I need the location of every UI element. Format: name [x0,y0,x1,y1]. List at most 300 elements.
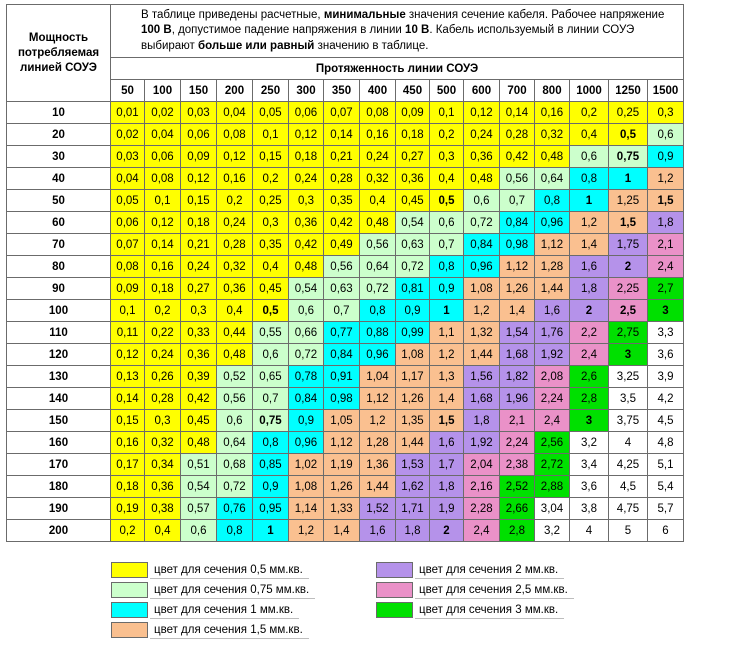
section-value-cell: 2 [609,256,648,278]
section-value-cell: 0,24 [464,124,500,146]
power-cell: 50 [7,190,111,212]
section-value-cell: 1,54 [500,322,535,344]
section-value-cell: 0,03 [181,102,217,124]
table-row [7,234,684,256]
section-value-cell: 1,12 [324,432,360,454]
section-value-cell: 3 [570,410,609,432]
section-value-cell: 0,7 [253,388,289,410]
section-value-cell: 0,05 [111,190,145,212]
section-value-cell: 1,71 [396,498,430,520]
length-header-cell: 500 [430,80,464,102]
section-value-cell: 0,91 [324,366,360,388]
legend-item-2 [376,562,596,578]
section-value-cell: 0,6 [648,124,684,146]
section-value-cell: 0,07 [324,102,360,124]
section-value-cell: 0,64 [360,256,396,278]
power-cell: 130 [7,366,111,388]
section-value-cell: 1,25 [609,190,648,212]
section-value-cell: 0,6 [217,410,253,432]
section-value-cell: 0,05 [253,102,289,124]
section-value-cell: 0,7 [430,234,464,256]
section-value-cell: 1,08 [396,344,430,366]
section-value-cell: 0,36 [464,146,500,168]
section-value-cell: 5,4 [648,476,684,498]
section-value-cell: 1,2 [570,212,609,234]
section-value-cell: 0,14 [145,234,181,256]
section-value-cell: 3,8 [570,498,609,520]
section-value-cell: 1,2 [464,300,500,322]
section-value-cell: 0,56 [324,256,360,278]
section-value-cell: 5,7 [648,498,684,520]
section-value-cell: 0,16 [535,102,570,124]
note-bold-3: 10 В [405,24,430,37]
legend-swatch-2 [376,562,413,578]
legend-item-2-5 [376,582,596,598]
section-value-cell: 0,18 [396,124,430,146]
section-value-cell: 0,5 [253,300,289,322]
section-value-cell: 1,92 [535,344,570,366]
section-value-cell: 0,72 [289,344,324,366]
section-value-cell: 0,16 [217,168,253,190]
section-value-cell: 1,2 [360,410,396,432]
section-value-cell: 2,72 [535,454,570,476]
section-value-cell: 0,16 [111,432,145,454]
section-value-cell: 1,7 [430,454,464,476]
section-value-cell: 4,25 [609,454,648,476]
section-value-cell: 1,08 [464,278,500,300]
power-cell: 190 [7,498,111,520]
section-value-cell: 0,72 [360,278,396,300]
section-value-cell: 2,1 [500,410,535,432]
section-value-cell: 0,75 [253,410,289,432]
section-value-cell: 1,6 [430,432,464,454]
section-value-cell: 2,08 [535,366,570,388]
legend-label-0-5: цвет для сечения 0,5 мм.кв. [150,562,309,579]
section-value-cell: 0,8 [360,300,396,322]
section-value-cell: 0,8 [253,432,289,454]
section-value-cell: 0,65 [253,366,289,388]
section-value-cell: 1,68 [500,344,535,366]
section-value-cell: 0,1 [111,300,145,322]
section-value-cell: 0,32 [145,432,181,454]
section-value-cell: 1,92 [464,432,500,454]
section-value-cell: 2,56 [535,432,570,454]
section-value-cell: 0,24 [289,168,324,190]
section-value-cell: 0,33 [181,322,217,344]
section-value-cell: 0,2 [145,300,181,322]
section-value-cell: 1,75 [609,234,648,256]
section-value-cell: 0,18 [181,212,217,234]
section-value-cell: 1 [609,168,648,190]
section-value-cell: 1,5 [430,410,464,432]
section-value-cell: 1,44 [396,432,430,454]
section-value-cell: 1,4 [500,300,535,322]
length-header-cell: 350 [324,80,360,102]
section-value-cell: 0,88 [360,322,396,344]
section-value-cell: 0,42 [500,146,535,168]
section-value-cell: 1,53 [396,454,430,476]
section-value-cell: 1,33 [324,498,360,520]
section-value-cell: 0,95 [253,498,289,520]
legend-item-1-5 [111,622,331,638]
section-value-cell: 0,96 [360,344,396,366]
section-value-cell: 0,6 [464,190,500,212]
section-value-cell: 0,84 [500,212,535,234]
section-value-cell: 1,05 [324,410,360,432]
section-value-cell: 3,04 [535,498,570,520]
section-value-cell: 1,82 [500,366,535,388]
section-value-cell: 0,19 [111,498,145,520]
section-value-cell: 0,3 [253,212,289,234]
section-value-cell: 0,04 [145,124,181,146]
power-cell: 30 [7,146,111,168]
section-value-cell: 2,25 [609,278,648,300]
section-value-cell: 0,18 [289,146,324,168]
section-value-cell: 3,3 [648,322,684,344]
section-value-cell: 0,72 [396,256,430,278]
section-value-cell: 4,5 [609,476,648,498]
section-value-cell: 1,04 [360,366,396,388]
section-value-cell: 0,57 [181,498,217,520]
section-value-cell: 0,8 [570,168,609,190]
section-value-cell: 1,9 [430,498,464,520]
section-value-cell: 0,15 [253,146,289,168]
section-value-cell: 0,06 [181,124,217,146]
section-value-cell: 0,21 [324,146,360,168]
section-value-cell: 0,9 [648,146,684,168]
note-bold-4: больше или равный [198,39,315,52]
section-value-cell: 1,56 [464,366,500,388]
legend-label-2: цвет для сечения 2 мм.кв. [415,562,564,579]
power-cell: 180 [7,476,111,498]
power-cell: 70 [7,234,111,256]
note-text-3: , допустимое падение напряжения в линии [171,24,406,37]
section-value-cell: 0,78 [289,366,324,388]
section-value-cell: 5 [609,520,648,542]
section-value-cell: 1 [430,300,464,322]
section-value-cell: 0,45 [181,410,217,432]
section-value-cell: 0,08 [111,256,145,278]
legend-swatch-3 [376,602,413,618]
section-value-cell: 0,8 [217,520,253,542]
legend-item-0-5 [111,562,331,578]
section-value-cell: 0,72 [217,476,253,498]
section-value-cell: 0,09 [181,146,217,168]
section-value-cell: 0,1 [253,124,289,146]
section-value-cell: 1,68 [464,388,500,410]
section-value-cell: 4,8 [648,432,684,454]
section-value-cell: 0,72 [464,212,500,234]
section-value-cell: 0,48 [535,146,570,168]
section-value-cell: 2,4 [570,344,609,366]
legend-label-0-75: цвет для сечения 0,75 мм.кв. [150,582,315,599]
section-value-cell: 0,27 [181,278,217,300]
legend-swatch-0-5 [111,562,148,578]
section-value-cell: 2,66 [500,498,535,520]
section-value-cell: 0,84 [464,234,500,256]
length-header-cell: 250 [253,80,289,102]
section-value-cell: 0,12 [145,212,181,234]
length-header-cell: 400 [360,80,396,102]
table-row [7,410,684,432]
section-value-cell: 2,4 [648,256,684,278]
section-value-cell: 1,6 [570,256,609,278]
section-value-cell: 1,3 [430,366,464,388]
section-value-cell: 0,35 [253,234,289,256]
section-value-cell: 1,62 [396,476,430,498]
table-note [111,5,684,58]
section-value-cell: 0,24 [181,256,217,278]
section-value-cell: 0,12 [181,168,217,190]
section-value-cell: 0,98 [500,234,535,256]
section-value-cell: 1,6 [535,300,570,322]
section-value-cell: 1,4 [324,520,360,542]
section-value-cell: 0,5 [609,124,648,146]
table-row [7,322,684,344]
section-value-cell: 0,4 [570,124,609,146]
power-cell: 120 [7,344,111,366]
section-value-cell: 0,6 [181,520,217,542]
section-value-cell: 1,12 [535,234,570,256]
section-value-cell: 0,38 [145,498,181,520]
length-header-cell: 700 [500,80,535,102]
section-value-cell: 0,21 [181,234,217,256]
table-row [7,432,684,454]
section-value-cell: 0,96 [464,256,500,278]
section-value-cell: 0,08 [360,102,396,124]
section-value-cell: 0,3 [430,146,464,168]
section-value-cell: 0,54 [181,476,217,498]
length-header-cell: 150 [181,80,217,102]
section-value-cell: 0,28 [500,124,535,146]
section-value-cell: 1,35 [396,410,430,432]
section-value-cell: 0,2 [430,124,464,146]
table-row [7,256,684,278]
section-value-cell: 3,25 [609,366,648,388]
power-cell: 160 [7,432,111,454]
section-value-cell: 0,8 [535,190,570,212]
section-value-cell: 2,7 [648,278,684,300]
section-value-cell: 4 [609,432,648,454]
section-value-cell: 0,36 [181,344,217,366]
section-value-cell: 0,63 [396,234,430,256]
section-value-cell: 0,99 [396,322,430,344]
section-value-cell: 0,26 [145,366,181,388]
section-value-cell: 0,03 [111,146,145,168]
section-value-cell: 0,35 [324,190,360,212]
section-value-cell: 1,5 [648,190,684,212]
legend-swatch-0-75 [111,582,148,598]
section-value-cell: 3 [609,344,648,366]
section-value-cell: 4 [570,520,609,542]
table-row [7,388,684,410]
section-value-cell: 0,12 [289,124,324,146]
section-value-cell: 0,7 [324,300,360,322]
section-value-cell: 0,16 [145,256,181,278]
section-value-cell: 0,9 [289,410,324,432]
section-value-cell: 0,28 [217,234,253,256]
table-row [7,300,684,322]
power-cell: 80 [7,256,111,278]
section-value-cell: 0,36 [396,168,430,190]
section-value-cell: 1,28 [535,256,570,278]
section-value-cell: 0,36 [217,278,253,300]
section-value-cell: 0,11 [111,322,145,344]
section-value-cell: 0,55 [253,322,289,344]
section-value-cell: 0,06 [145,146,181,168]
section-value-cell: 2,52 [500,476,535,498]
section-value-cell: 4,2 [648,388,684,410]
power-cell: 60 [7,212,111,234]
section-value-cell: 2,75 [609,322,648,344]
section-value-cell: 0,32 [535,124,570,146]
section-value-cell: 0,52 [217,366,253,388]
section-value-cell: 0,9 [430,278,464,300]
section-value-cell: 1,12 [360,388,396,410]
note-text-5: значению в таблице. [314,39,429,52]
section-value-cell: 1 [570,190,609,212]
section-value-cell: 0,54 [396,212,430,234]
section-value-cell: 1,4 [430,388,464,410]
length-header-cell: 1000 [570,80,609,102]
section-value-cell: 2,4 [464,520,500,542]
section-value-cell: 0,1 [145,190,181,212]
table-row [7,520,684,542]
table-row [7,102,684,124]
section-value-cell: 0,4 [253,256,289,278]
section-value-cell: 1,26 [396,388,430,410]
section-value-cell: 1,44 [464,344,500,366]
length-header: Протяженность линии СОУЭ [111,58,684,80]
section-value-cell: 2,24 [500,432,535,454]
section-value-cell: 2,38 [500,454,535,476]
section-value-cell: 0,06 [111,212,145,234]
legend-item-3 [376,602,596,618]
section-value-cell: 0,09 [396,102,430,124]
section-value-cell: 1,1 [430,322,464,344]
length-header-cell: 600 [464,80,500,102]
section-value-cell: 0,27 [396,146,430,168]
power-cell: 100 [7,300,111,322]
section-value-cell: 1,32 [464,322,500,344]
section-value-cell: 1,8 [396,520,430,542]
section-value-cell: 4,5 [648,410,684,432]
section-value-cell: 0,08 [217,124,253,146]
legend-label-1: цвет для сечения 1 мм.кв. [150,602,299,619]
section-value-cell: 0,01 [111,102,145,124]
section-value-cell: 1,8 [648,212,684,234]
section-value-cell: 0,75 [609,146,648,168]
section-value-cell: 0,45 [396,190,430,212]
power-cell: 40 [7,168,111,190]
legend-item-0-75 [111,582,331,598]
section-value-cell: 2,8 [500,520,535,542]
power-cell: 90 [7,278,111,300]
section-value-cell: 0,3 [181,300,217,322]
section-value-cell: 0,6 [430,212,464,234]
section-value-cell: 0,12 [464,102,500,124]
section-value-cell: 0,15 [111,410,145,432]
section-value-cell: 2,5 [609,300,648,322]
section-value-cell: 0,32 [217,256,253,278]
table-row [7,168,684,190]
section-value-cell: 0,44 [217,322,253,344]
section-value-cell: 0,42 [324,212,360,234]
note-bold-2: 100 В [141,24,172,37]
section-value-cell: 1,2 [430,344,464,366]
section-value-cell: 3,4 [570,454,609,476]
table-row [7,476,684,498]
section-value-cell: 0,4 [217,300,253,322]
section-value-cell: 0,02 [145,102,181,124]
length-header-cell: 200 [217,80,253,102]
section-value-cell: 0,17 [111,454,145,476]
table-row [7,212,684,234]
section-value-cell: 0,68 [217,454,253,476]
legend-swatch-1 [111,602,148,618]
section-value-cell: 0,25 [253,190,289,212]
section-value-cell: 0,49 [324,234,360,256]
section-value-cell: 0,98 [324,388,360,410]
section-value-cell: 0,96 [535,212,570,234]
section-value-cell: 2,8 [570,388,609,410]
section-value-cell: 3,6 [648,344,684,366]
section-value-cell: 2,16 [464,476,500,498]
section-value-cell: 0,28 [145,388,181,410]
section-value-cell: 0,5 [430,190,464,212]
section-value-cell: 1,08 [289,476,324,498]
table-row [7,454,684,476]
section-value-cell: 0,34 [145,454,181,476]
note-bold-1: минимальные [323,8,406,21]
section-value-cell: 1,12 [500,256,535,278]
section-value-cell: 0,81 [396,278,430,300]
section-value-cell: 0,64 [217,432,253,454]
legend-swatch-1-5 [111,622,148,638]
table-row [7,146,684,168]
length-header-cell: 1250 [609,80,648,102]
length-header-cell: 1500 [648,80,684,102]
section-value-cell: 0,85 [253,454,289,476]
section-value-cell: 1,2 [289,520,324,542]
section-value-cell: 1,52 [360,498,396,520]
section-value-cell: 1,26 [500,278,535,300]
section-value-cell: 0,45 [253,278,289,300]
power-cell: 170 [7,454,111,476]
section-value-cell: 0,2 [217,190,253,212]
section-value-cell: 2,28 [464,498,500,520]
table-row [7,366,684,388]
section-value-cell: 1,44 [360,476,396,498]
section-value-cell: 0,51 [181,454,217,476]
section-value-cell: 2,88 [535,476,570,498]
length-header-cell: 50 [111,80,145,102]
section-value-cell: 1,36 [360,454,396,476]
section-value-cell: 0,64 [535,168,570,190]
power-cell: 10 [7,102,111,124]
section-value-cell: 0,6 [570,146,609,168]
section-value-cell: 0,24 [360,146,396,168]
cable-section-table [6,4,684,542]
section-value-cell: 0,09 [111,278,145,300]
table-row [7,124,684,146]
section-value-cell: 0,56 [217,388,253,410]
section-value-cell: 1,2 [648,168,684,190]
length-header-cell: 800 [535,80,570,102]
length-header-cell: 450 [396,80,430,102]
section-value-cell: 0,25 [609,102,648,124]
section-value-cell: 0,48 [360,212,396,234]
